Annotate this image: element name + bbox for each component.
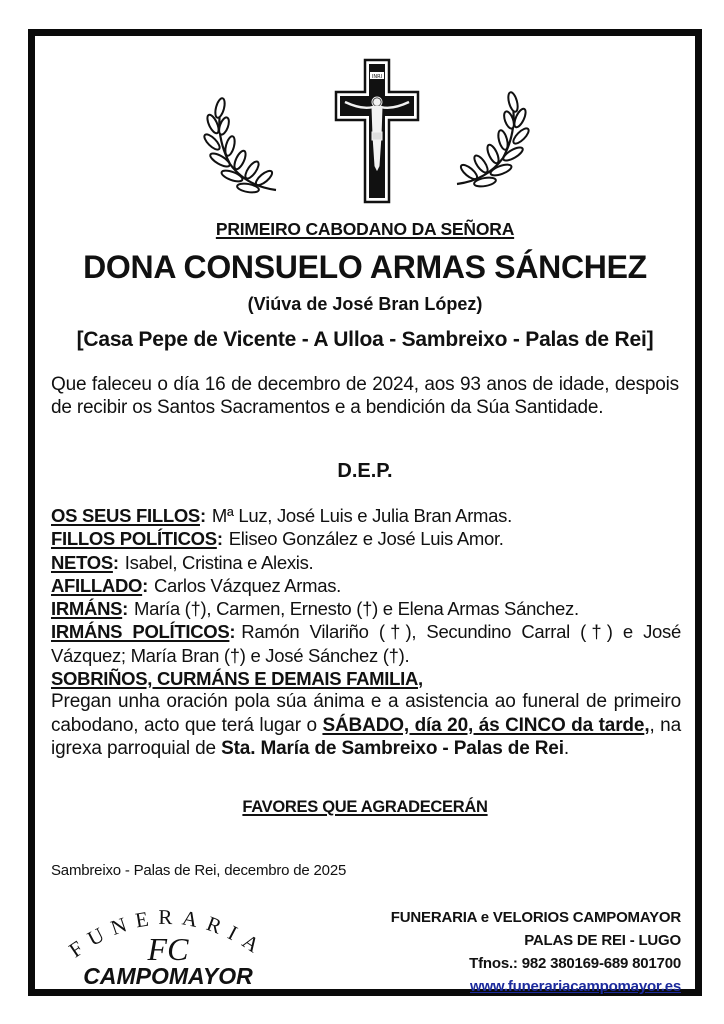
death-announcement: Que faleceu o día 16 de decembro de 2024, aos 93 anos de idade, despois de recibir os Santos Sacramentos e a bendición da Súa Santidade. <box>51 374 679 418</box>
notice-border <box>28 29 702 996</box>
family-list <box>51 504 681 760</box>
funeral-home-contact <box>391 906 681 998</box>
funeral-datetime: SÁBADO, día 20, ás CINCO da tarde <box>322 714 645 736</box>
family-row-children: OS SEUS FILLOS: Mª Luz, José Luis e Julia Bran Armas. <box>51 505 512 526</box>
deceased-name: DONA CONSUELO ARMAS SÁNCHEZ <box>83 249 647 285</box>
funeral-invitation: Pregan unha oración pola súa ánima e a asistencia ao funeral de primeiro cabodano, acto que terá lugar o SÁBADO, día 20, ás CINCO da tarde,, na igrexa parroquial de Sta. María de Sambreixo - Palas de Rei. <box>51 691 681 759</box>
laurel-branch-left-icon <box>200 94 280 198</box>
company-location: PALAS DE REI - LUGO <box>524 932 681 949</box>
dep-label: D.E.P. <box>337 460 393 482</box>
dateline: Sambreixo - Palas de Rei, decembro de 2025 <box>51 862 347 879</box>
svg-text:CAMPOMAYOR: CAMPOMAYOR <box>83 963 253 988</box>
funeraria-campomayor-logo <box>53 898 283 988</box>
crucifix-icon <box>332 58 422 204</box>
closing-thanks: FAVORES QUE AGRADECERÁN <box>242 798 488 816</box>
company-name: FUNERARIA e VELORIOS CAMPOMAYOR <box>390 909 681 926</box>
family-row-relatives: SOBRIÑOS, CURMÁNS E DEMAIS FAMILIA, <box>51 668 423 690</box>
family-row-godson: AFILLADO: Carlos Vázquez Armas. <box>51 574 342 596</box>
family-row-in-laws: FILLOS POLÍTICOS: Eliseo González e José Luis Amor. <box>51 528 504 550</box>
company-website-link[interactable]: www.funerariacampomayor.es <box>470 978 681 995</box>
svg-text:FUNERARIA: FUNERARIA <box>64 904 272 963</box>
svg-text:FC: FC <box>147 931 189 967</box>
notice-subtitle: PRIMEIRO CABODANO DA SEÑORA <box>215 219 515 239</box>
laurel-branch-right-icon <box>453 88 533 192</box>
company-phones: Tfnos.: 982 380169-689 801700 <box>469 955 681 972</box>
widow-of: (Viúva de José Bran López) <box>247 294 483 314</box>
family-row-grandchildren: NETOS: Isabel, Cristina e Alexis. <box>51 551 314 573</box>
svg-text:INRI: INRI <box>371 74 383 80</box>
family-row-siblings: IRMÁNS: María (†), Carmen, Ernesto (†) e Elena Armas Sánchez. <box>51 598 579 620</box>
funeral-church: Sta. María de Sambreixo - Palas de Rei <box>221 737 564 759</box>
family-row-siblings-in-law: IRMÁNS POLÍTICOS: Ramón Vilariño (†), Secundino Carral (†) e José Vázquez; María Bran (†) e José Sánchez (†). <box>51 621 681 666</box>
home-place: [Casa Pepe de Vicente - A Ulloa - Sambreixo - Palas de Rei] <box>76 328 654 351</box>
